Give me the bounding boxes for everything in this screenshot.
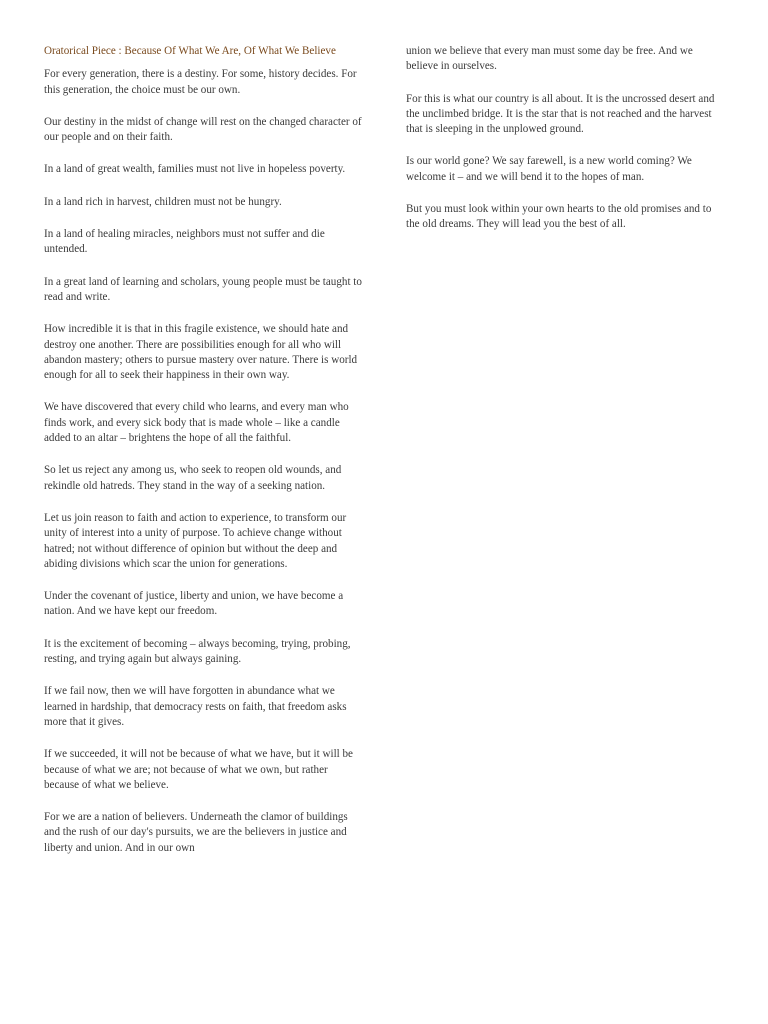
paragraph: If we fail now, then we will have forgotten in abundance what we learned in hardship, that democracy rests on faith, that freedom asks more that it gives. bbox=[44, 685, 347, 728]
paragraph: union we believe that every man must some day be free. And we believe in ourselves. bbox=[406, 45, 693, 73]
document-title: Oratorical Piece : Because Of What We Are, Of What We Believe bbox=[44, 45, 336, 57]
paragraph: In a land rich in harvest, children must not be hungry. bbox=[44, 195, 282, 208]
paragraph: We have discovered that every child who learns, and every man who finds work, and every sick body that is made whole – like a candle added to an altar – brightens the hope of all the faithful. bbox=[44, 401, 349, 445]
paragraph: It is the excitement of becoming – always becoming, trying, probing, resting, and trying again but always gaining. bbox=[44, 637, 351, 666]
paragraph: Let us join reason to faith and action to experience, to transform our unity of interest into a unity of purpose. To achieve change without hatred; not without difference of opinion but without the deep and abiding divisions which scar the union for generations. bbox=[44, 511, 347, 570]
paragraph: But you must look within your own hearts to the old promises and to the old dreams. They will lead you the best of all. bbox=[406, 203, 712, 231]
paragraph: Is our world gone? We say farewell, is a new world coming? We welcome it – and we will bend it to the hopes of man. bbox=[406, 155, 692, 183]
paragraph: If we succeeded, it will not be because of what we have, but it will be because of what we are; not because of what we own, but rather because of what we believe. bbox=[44, 748, 353, 791]
paragraph: How incredible it is that in this fragile existence, we should hate and destroy one another. There are possibilities enough for all who will abandon mastery; others to pursue mastery over nature. There is world enough for all to seek their happiness in their own way. bbox=[44, 323, 358, 382]
left-column bbox=[44, 44, 364, 873]
paragraph: So let us reject any among us, who seek to reopen old wounds, and rekindle old hatreds. They stand in the way of a seeking nation. bbox=[44, 464, 342, 492]
right-column bbox=[406, 44, 726, 250]
paragraph: For this is what our country is all about. It is the uncrossed desert and the unclimbed bridge. It is the star that is not reached and the harvest that is sleeping in the unplowed ground. bbox=[406, 92, 715, 136]
paragraph: For every generation, there is a destiny. For some, history decides. For this generation, the choice must be our own. bbox=[44, 68, 357, 96]
paragraph: Under the covenant of justice, liberty and union, we have become a nation. And we have kept our freedom. bbox=[44, 590, 344, 618]
paragraph: In a land of healing miracles, neighbors must not suffer and die untended. bbox=[44, 228, 325, 256]
paragraph: In a land of great wealth, families must not live in hopeless poverty. bbox=[44, 163, 346, 176]
paragraph: For we are a nation of believers. Underneath the clamor of buildings and the rush of our day's pursuits, we are the believers in justice and liberty and union. And in our own bbox=[44, 811, 348, 854]
paragraph: Our destiny in the midst of change will rest on the changed character of our people and on their faith. bbox=[44, 115, 362, 144]
paragraph: In a great land of learning and scholars, young people must be taught to read and write. bbox=[44, 275, 362, 303]
